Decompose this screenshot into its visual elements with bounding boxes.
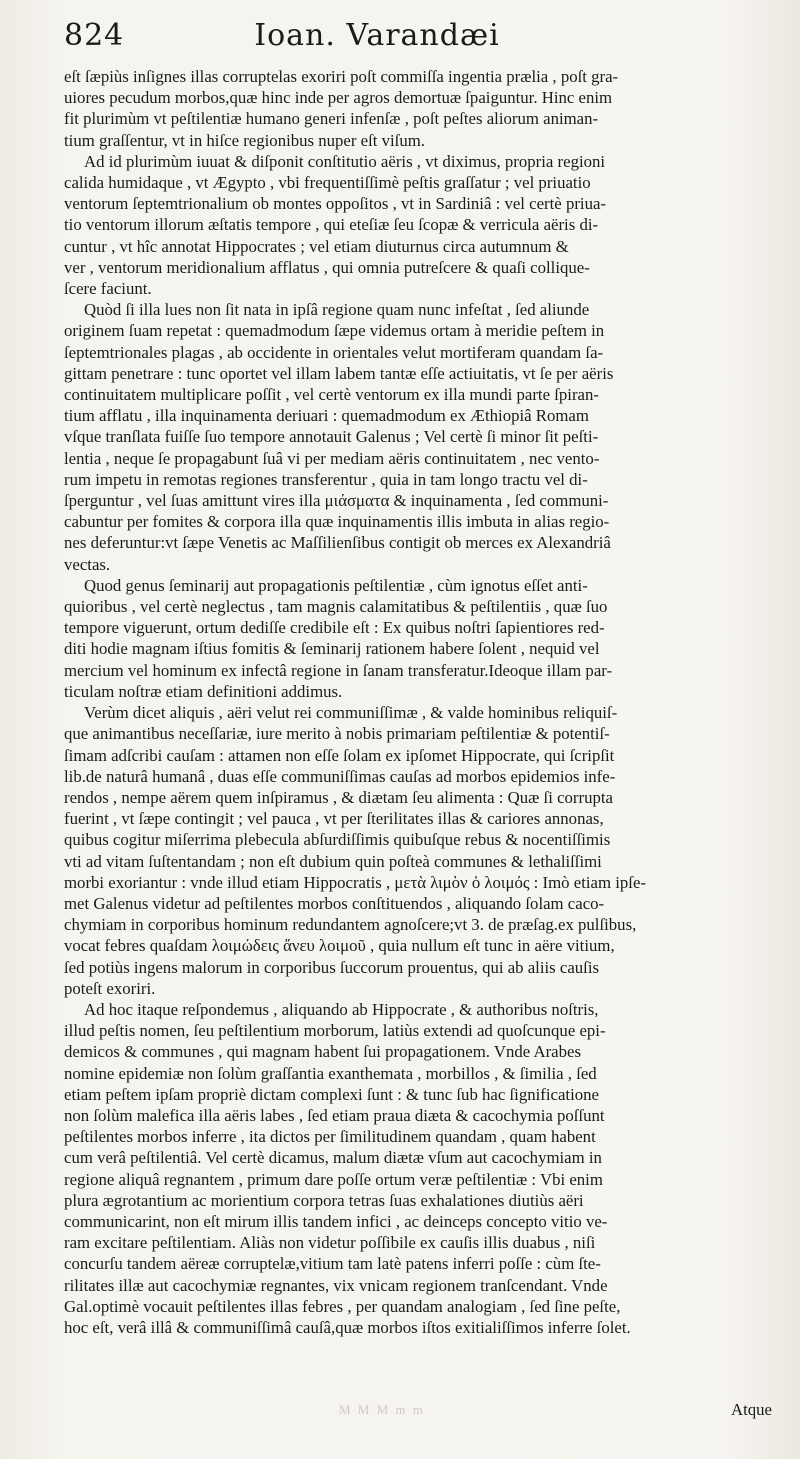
text-line: Quòd ſi illa lues non ſit nata in ipſâ regione quam nunc infeſtat , ſed aliunde bbox=[84, 300, 590, 320]
paragraph bbox=[64, 299, 772, 575]
text-line: gittam penetrare : tunc oportet vel illam labem tantæ eſſe actiuitatis, vt ſe per aëris bbox=[64, 363, 614, 383]
text-line: plura ægrotantium ac morientium corpora tetras ſuas exhalationes diutiùs aëri bbox=[64, 1190, 584, 1210]
text-line: Verùm dicet aliquis , aëri velut rei communiſſimæ , & valde hominibus reliquiſ- bbox=[84, 703, 618, 723]
text-line: vſque tranſlata fuiſſe ſuo tempore annotauit Galenus ; Vel certè ſi minor ſit peſti- bbox=[64, 427, 599, 447]
text-line: hoc eſt, verâ illâ & communiſſimâ cauſâ,quæ morbos iſtos exitialiſſimos inferre ſolet. bbox=[64, 1317, 631, 1337]
paragraph bbox=[64, 702, 772, 999]
text-line: originem ſuam repetat : quemadmodum ſæpe videmus ortam à meridie peſtem in bbox=[64, 321, 605, 341]
text-line: ſcere faciunt. bbox=[64, 279, 152, 299]
text-line: tio ventorum illorum æſtatis tempore , qui eteſiæ ſeu ſcopæ & verricula aëris di- bbox=[64, 215, 599, 235]
paragraph bbox=[64, 575, 772, 702]
text-line: ventorum ſeptemtrionalium ob montes oppoſitos , vt in Sardiniâ : vel certè priua- bbox=[64, 194, 607, 214]
running-head bbox=[64, 18, 772, 64]
text-line: quibus cogitur miſerrima plebecula abſurdiſſimis quibuſque rebus & nocentiſſimis bbox=[64, 830, 611, 850]
text-line: fuerint , vt ſæpe contingit ; vel pauca , vt per ſterilitates illas & cariores annonas, bbox=[64, 809, 604, 829]
paragraph bbox=[64, 999, 772, 1338]
text-line: ver , ventorum meridionalium afflatus , qui omnia putreſcere & quaſi collique- bbox=[64, 257, 590, 277]
text-line: peſtilentes morbos inferre , ita dictos per ſimilitudinem quandam , quam habent bbox=[64, 1127, 596, 1147]
signature-mark: M M M m m bbox=[339, 1402, 425, 1417]
text-line: vectas. bbox=[64, 554, 111, 574]
paragraph bbox=[64, 151, 772, 299]
text-line: cum verâ peſtilentiâ. Vel certè dicamus, malum diætæ vſum aut cacochymiam in bbox=[64, 1148, 602, 1168]
text-line: que animantibus neceſſariæ, iure merito à nobis primariam peſtilentiæ & potentiſ- bbox=[64, 724, 610, 744]
text-line: concurſu tandem aëreæ corruptelæ,vitium tam latè patens inferri poſſe : cùm ſte- bbox=[64, 1254, 601, 1274]
page-number: 824 bbox=[64, 18, 125, 53]
text-line: rum impetu in remotas regiones transferentur , quia in tam longo tractu vel di- bbox=[64, 469, 588, 489]
text-line: diti hodie magnam iſtius fomitis & ſeminarij rationem habere ſolent , nequid vel bbox=[64, 639, 600, 659]
text-line: fit plurimùm vt peſtilentiæ humano generi infenſæ , poſt peſtes aliorum animan- bbox=[64, 109, 599, 129]
text-line: tempore viguerunt, ortum dediſſe credibile eſt : Ex quibus noſtri ſapientiores red- bbox=[64, 618, 605, 638]
paragraph bbox=[64, 66, 772, 151]
text-line: Ad id plurimùm iuuat & diſponit conſtitutio aëris , vt diximus, propria regioni bbox=[84, 151, 606, 171]
text-line: tium afflatu , illa inquinamenta deriuari : quemadmodum ex Æthiopiâ Romam bbox=[64, 406, 589, 426]
text-line: nomine epidemiæ non ſolùm graſſantia exanthemata , morbillos , & ſimilia , ſed bbox=[64, 1063, 597, 1083]
text-line: chymiam in corporibus hominum redundantem agnoſcere;vt 3. de præſag.ex pulſibus, bbox=[64, 915, 637, 935]
text-line: ſperguntur , vel ſuas amittunt vires illa μιάσματα & inquinamenta , ſed communi- bbox=[64, 491, 609, 511]
text-line: poteſt exoriri. bbox=[64, 978, 156, 998]
text-line: demicos & communes , qui magnam habent ſui propagationem. Vnde Arabes bbox=[64, 1042, 581, 1062]
text-line: mercium vel hominum ex infectâ regione in ſanam transferatur.Ideoque illam par- bbox=[64, 660, 613, 680]
text-line: ram excitare peſtilentiam. Aliàs non videtur poſſibile ex cauſis illis duabus , niſi bbox=[64, 1233, 596, 1253]
catchword: Atque bbox=[730, 1400, 772, 1419]
text-line: vti ad vitam ſuſtentandam ; non eſt dubium quin poſteà communes & lethaliſſimi bbox=[64, 851, 602, 871]
text-line: ſeptemtrionales plagas , ab occidente in orientales velut mortiferam quandam ſa- bbox=[64, 342, 604, 362]
text-line: ticulam noſtræ etiam definitioni addimus. bbox=[64, 681, 343, 701]
text-line: ſed potiùs ingens malorum in corporibus ſuccorum prouentus, qui ab aliis cauſis bbox=[64, 957, 600, 977]
text-line: quioribus , vel certè neglectus , tam magnis calamitatibus & peſtilentiis , quæ ſuo bbox=[64, 597, 608, 617]
text-line: illud peſtis nomen, ſeu peſtilentium morborum, latiùs extendi ad quoſcunque epi- bbox=[64, 1021, 606, 1041]
text-line: Ad hoc itaque reſpondemus , aliquando ab Hippocrate , & authoribus noſtris, bbox=[84, 999, 599, 1019]
text-line: tium graſſentur, vt in hiſce regionibus nuper eſt viſum. bbox=[64, 130, 425, 150]
page-footer bbox=[64, 1400, 772, 1434]
text-line: regione aliquâ regnantem , primum dare poſſe ortum veræ peſtilentiæ : Vbi enim bbox=[64, 1169, 603, 1189]
text-line: cabuntur per fomites & corpora illa quæ inquinamentis illis imbuta in alias regio- bbox=[64, 512, 610, 532]
text-line: etiam peſtem ipſam propriè dictam complexi ſunt : & tunc ſub hac ſignificatione bbox=[64, 1084, 599, 1104]
text-line: ſimam adſcribi cauſam : attamen non eſſe ſolam ex ipſomet Hippocrate, qui ſcripſit bbox=[64, 745, 615, 765]
text-line: rilitates illæ aut cacochymiæ regnantes, vix vnicam regionem tranſcendant. Vnde bbox=[64, 1275, 608, 1295]
text-line: morbi exoriantur : vnde illud etiam Hippocratis , μετὰ λιμὸν ὁ λοιμός : Imò etiam ipſe- bbox=[64, 872, 646, 892]
text-line: communicarint, non eſt mirum illis tandem infici , ac deinceps concepto vitio ve- bbox=[64, 1211, 608, 1231]
text-line: vocat febres quaſdam λοιμώδεις ἄνευ λοιμοῦ , quia nullum eſt tunc in aëre vitium, bbox=[64, 936, 615, 956]
text-line: lib.de naturâ humanâ , duas eſſe communiſſimas cauſas ad morbos epidemios infe- bbox=[64, 766, 616, 786]
text-line: rendos , nempe aërem quem inſpiramus , & diætam ſeu alimenta : Quæ ſi corrupta bbox=[64, 787, 613, 807]
text-line: met Galenus videtur ad peſtilentes morbos conſtituendos , aliquando ſolam caco- bbox=[64, 893, 605, 913]
text-line: non ſolùm malefica illa aëris labes , ſed etiam praua diæta & cacochymia poſſunt bbox=[64, 1105, 605, 1125]
text-line: Gal.optimè vocauit peſtilentes illas febres , per quandam analogiam , ſed ſine peſte, bbox=[64, 1296, 621, 1316]
text-line: Quod genus ſeminarij aut propagationis peſtilentiæ , cùm ignotus eſſet anti- bbox=[84, 575, 588, 595]
running-title: Ioan. Varandæi bbox=[254, 18, 500, 53]
text-line: nes deferuntur:vt ſæpe Venetis ac Maſſilienſibus contigit ob merces ex Alexandriâ bbox=[64, 533, 611, 553]
text-line: cuntur , vt hîc annotat Hippocrates ; vel etiam diuturnus circa autumnum & bbox=[64, 236, 569, 256]
text-line: calida humidaque , vt Ægypto , vbi frequentiſſimè peſtis graſſatur ; vel priuatio bbox=[64, 173, 591, 193]
text-line: eſt ſæpiùs inſignes illas corruptelas exoriri poſt commiſſa ingentia prælia , poſt gra- bbox=[64, 67, 619, 86]
text-line: continuitatem multiplicare poſſit , vel certè ventorum ex illa mundi parte ſpiran- bbox=[64, 385, 599, 405]
text-line: uiores pecudum morbos,quæ hinc inde per agros demortuæ ſpaiguntur. Hinc enim bbox=[64, 88, 613, 108]
body-text bbox=[64, 66, 772, 1338]
text-line: lentia , neque ſe propagabunt ſuâ vi per mediam aëris continuitatem , nec vento- bbox=[64, 448, 600, 468]
